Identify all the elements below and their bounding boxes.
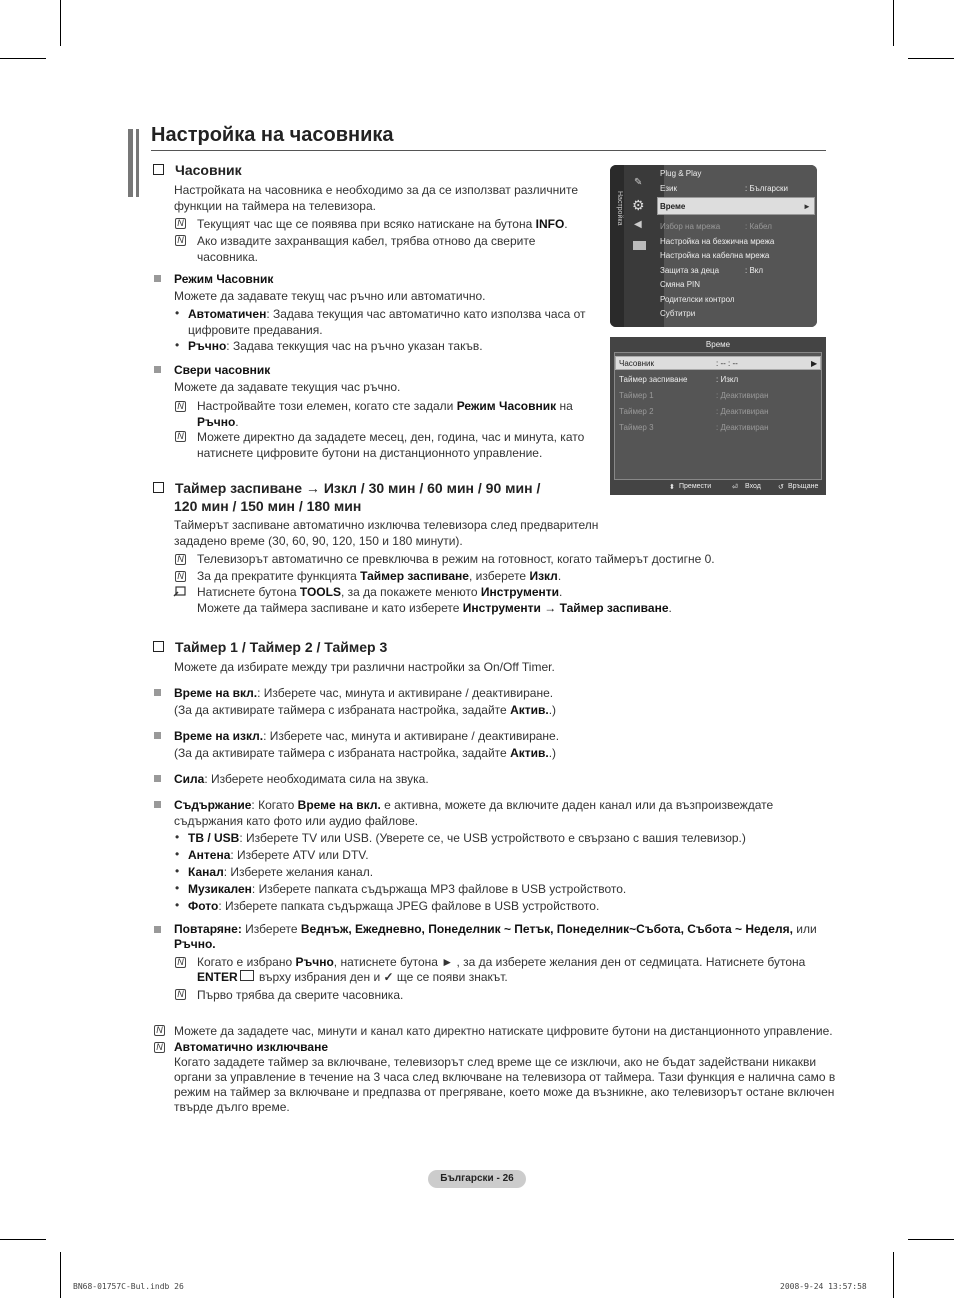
menu-value-child-lock: : Вкл (745, 266, 764, 275)
menu-item-network-select[interactable]: Избор на мрежа (660, 222, 721, 231)
menu-item-subtitles[interactable]: Субтитри (660, 309, 696, 318)
time-item-timer2[interactable]: Таймер 2 (619, 407, 654, 416)
note-icon: N (175, 554, 186, 565)
clock-set-title: Свери часовник (174, 363, 271, 377)
timer-repeat: Повтаряне: Изберете Веднъж, Ежедневно, Понеделник ~ Петък, Понеделник~Събота, Събота ~ Неделя, или Ръчно. (174, 922, 817, 951)
clock-note-2: Ако извадите захранващия кабел, трябва отново да сверите часовника. (197, 234, 536, 264)
crop-mark (0, 1239, 46, 1240)
time-value-clock: : -- : -- (716, 359, 738, 368)
menu-side-label: Настройка (616, 191, 623, 226)
square-bullet-icon (154, 732, 161, 739)
timer-volume: Сила: Изберете необходимата сила на звука. (174, 772, 429, 786)
note-icon: N (154, 1025, 165, 1036)
title-rule (151, 150, 826, 151)
bullet-dot: • (175, 830, 180, 844)
crop-mark (0, 58, 46, 59)
print-date-info: 2008-9-24 13:57:58 (780, 1282, 867, 1291)
footer-enter: Вход (745, 483, 761, 490)
menu-value-language: : Български (745, 184, 788, 193)
menu-item-parental[interactable]: Родителски контрол (660, 295, 735, 304)
enter-icon (240, 970, 254, 981)
clock-mode-text: Можете да задавате текущ час ръчно или автоматично. (174, 289, 486, 303)
menu-value-network-select: : Кабел (745, 222, 772, 231)
bullet-dot: • (175, 847, 180, 861)
note-icon: N (175, 431, 186, 442)
time-item-timer3[interactable]: Таймер 3 (619, 423, 654, 432)
timer-off-time: Време на изкл.: Изберете час, минута и активиране / деактивиране. (За да активирате таймера с избраната настройка, задайте Актив..) (174, 729, 560, 760)
crop-mark (60, 1252, 61, 1298)
time-value-timer1: : Деактивиран (716, 391, 769, 400)
bullet-dot: • (175, 338, 180, 352)
gear-icon: ⚙ (632, 197, 645, 213)
print-file-info: BN68-01757C-Bul.indb 26 (73, 1282, 184, 1291)
checkbox-icon (153, 641, 164, 652)
square-bullet-icon (154, 366, 161, 373)
clock-set-note-1: Настройвайте този елемен, когато сте задали Режим Часовник на Ръчно. (197, 399, 573, 429)
clock-intro: Настройката на часовника е необходимо за да се използват различните функции на таймера на телевизора. (174, 183, 578, 213)
time-value-timer3: : Деактивиран (716, 423, 769, 432)
bullet-dot: • (175, 306, 180, 320)
picture-icon: ✎ (634, 177, 643, 188)
tv-time-menu (610, 337, 826, 495)
return-icon: ↺ (778, 484, 784, 491)
general-note-2: Автоматично изключване Когато зададете таймер за включване, телевизорът след време ще се изключи, ако не бъдат задействани никакви органи за управление в течение на 3 часа след включване на телевизора от таймера. Тази функция е налична само в режим на таймер за включване и предпазва от прегряване, което може да възникне, ако телевизорът остане включен твърде дълго време. (174, 1040, 836, 1114)
menu-item-plug-play[interactable]: Plug & Play (660, 169, 702, 178)
footer-move: Премести (679, 483, 712, 490)
title-accent-bar (128, 129, 133, 197)
section-heading-sleep-timer: Таймер заспиване → Изкл / 30 мин / 60 мин / 90 мин / 120 мин / 150 мин / 180 мин (153, 479, 540, 515)
clock-set-note-2: Можете директно да зададете месец, ден, година, час и минута, като натиснете цифровите бутони на дистанционното управление. (197, 430, 585, 460)
arrow-right-icon: ▶ (811, 359, 818, 368)
sleep-tools-note: Натиснете бутона TOOLS, за да покажете менюто Инструменти. Можете да таймера заспиване и като изберете Инструменти → Таймер заспиване. (197, 585, 672, 615)
clock-set-text: Можете да задавате текущия час ръчно. (174, 380, 401, 394)
time-item-timer1[interactable]: Таймер 1 (619, 391, 654, 400)
timers-intro: Можете да избирате между три различни настройки за On/Off Timer. (174, 660, 555, 674)
content-tv-usb: TB / USB: Изберете TV или USB. (Уверете се, че USB устройството е свързано с вашия телевизор.) (188, 831, 746, 845)
menu-item-change-pin[interactable]: Смяна PIN (660, 280, 701, 289)
time-value-timer2: : Деактивиран (716, 407, 769, 416)
bullet-dot: • (175, 864, 180, 878)
section-heading-clock: Часовник (153, 162, 242, 178)
page-number: Български - 26 (428, 1170, 526, 1188)
square-bullet-icon (154, 689, 161, 696)
channel-icon: ◀ (634, 219, 642, 230)
title-accent-bar (136, 129, 139, 197)
clock-mode-manual: Ръчно: Задава теккущия час на ръчно указан такъв. (188, 339, 483, 353)
square-bullet-icon (154, 926, 161, 933)
note-icon: N (175, 957, 186, 968)
crop-mark (893, 0, 894, 46)
square-bullet-icon (154, 275, 161, 282)
menu-value-time: ► (803, 202, 811, 211)
menu-side-strip (610, 165, 624, 327)
note-icon: N (175, 989, 186, 1000)
sleep-note-1: Телевизорът автоматично се превключва в режим на готовност, когато таймерът достигне 0. (197, 552, 715, 566)
crop-mark (60, 0, 61, 46)
time-menu-panel (614, 352, 822, 480)
clock-note-1: Текущият час ще се появява при всяко натискане на бутона INFO. (197, 217, 568, 231)
menu-item-language[interactable]: Език (660, 184, 677, 193)
bullet-dot: • (175, 898, 180, 912)
square-bullet-icon (154, 801, 161, 808)
time-item-sleep[interactable]: Таймер заспиване (619, 375, 688, 384)
time-value-sleep: : Изкл (716, 375, 739, 384)
checkbox-icon (153, 482, 164, 493)
section-heading-timers: Таймер 1 / Таймер 2 / Таймер 3 (153, 639, 387, 655)
enter-icon: ⏎ (732, 484, 738, 491)
time-item-clock[interactable]: Часовник (619, 359, 654, 368)
clock-mode-title: Режим Часовник (174, 272, 274, 286)
menu-item-child-lock[interactable]: Защита за деца (660, 266, 720, 275)
sleep-note-2: За да прекратите функцията Таймер заспиване, изберете Изкл. (197, 569, 562, 583)
menu-item-time[interactable]: Време (660, 202, 686, 211)
input-icon (633, 241, 646, 250)
content-music: Музикален: Изберете папката съдържаща MP3 файлове в USB устройството. (188, 882, 627, 896)
crop-mark (908, 1239, 954, 1240)
square-bullet-icon (154, 775, 161, 782)
bullet-dot: • (175, 881, 180, 895)
general-note-1: Можете да зададете час, минути и канал като директно натискате цифровите бутони на дистанционното управление. (174, 1024, 833, 1038)
tv-setup-menu (610, 165, 817, 327)
sleep-timer-text: Таймерът заспиване автоматично изключва телевизора след предварителн зададено време (30, 60, 90, 120, 150 и 180 минути). (174, 518, 599, 548)
time-menu-header: Време (705, 340, 731, 349)
page-title: Настройка на часовника (151, 124, 394, 146)
note-icon: N (175, 218, 186, 229)
note-icon: N (175, 235, 186, 246)
timer-on-time: Време на вкл.: Изберете час, минута и активиране / деактивиране. (За да активирате таймера с избраната настройка, задайте Актив..) (174, 686, 557, 717)
menu-item-wireless[interactable]: Настройка на безжична мрежа (660, 237, 775, 246)
checkbox-icon (153, 164, 164, 175)
repeat-note-1: Когато е избрано Ръчно, натиснете бутона ► , за да изберете желания ден от седмицата. Натиснете бутона ENTER върху избрания ден и ✓ ще се появи знакът. (197, 955, 806, 984)
note-icon: N (154, 1042, 165, 1053)
content-photo: Фото: Изберете папката съдържаща JPEG файлове в USB устройството. (188, 899, 600, 913)
crop-mark (893, 1252, 894, 1298)
repeat-note-2: Първо трябва да сверите часовника. (197, 988, 404, 1002)
content-antenna: Антена: Изберете ATV или DTV. (188, 848, 369, 862)
note-icon: N (175, 571, 186, 582)
timer-content: Съдържание: Когато Време на вкл. е активна, можете да включите даден канал или да възпроизвеждате съдържания като фото или аудио файлове. (174, 798, 774, 828)
updown-icon: ⬍ (669, 484, 675, 491)
clock-mode-auto: Автоматичен: Задава текущия час автоматично като използва часа от цифровите предавания. (188, 307, 586, 337)
note-icon: N (175, 401, 186, 412)
content-channel: Канал: Изберете желания канал. (188, 865, 374, 879)
checkmark-icon: ✓ (383, 970, 394, 984)
crop-mark (908, 58, 954, 59)
menu-item-cable-network[interactable]: Настройка на кабелна мрежа (660, 251, 770, 260)
tools-icon (173, 586, 186, 598)
footer-return: Връщане (788, 483, 819, 490)
